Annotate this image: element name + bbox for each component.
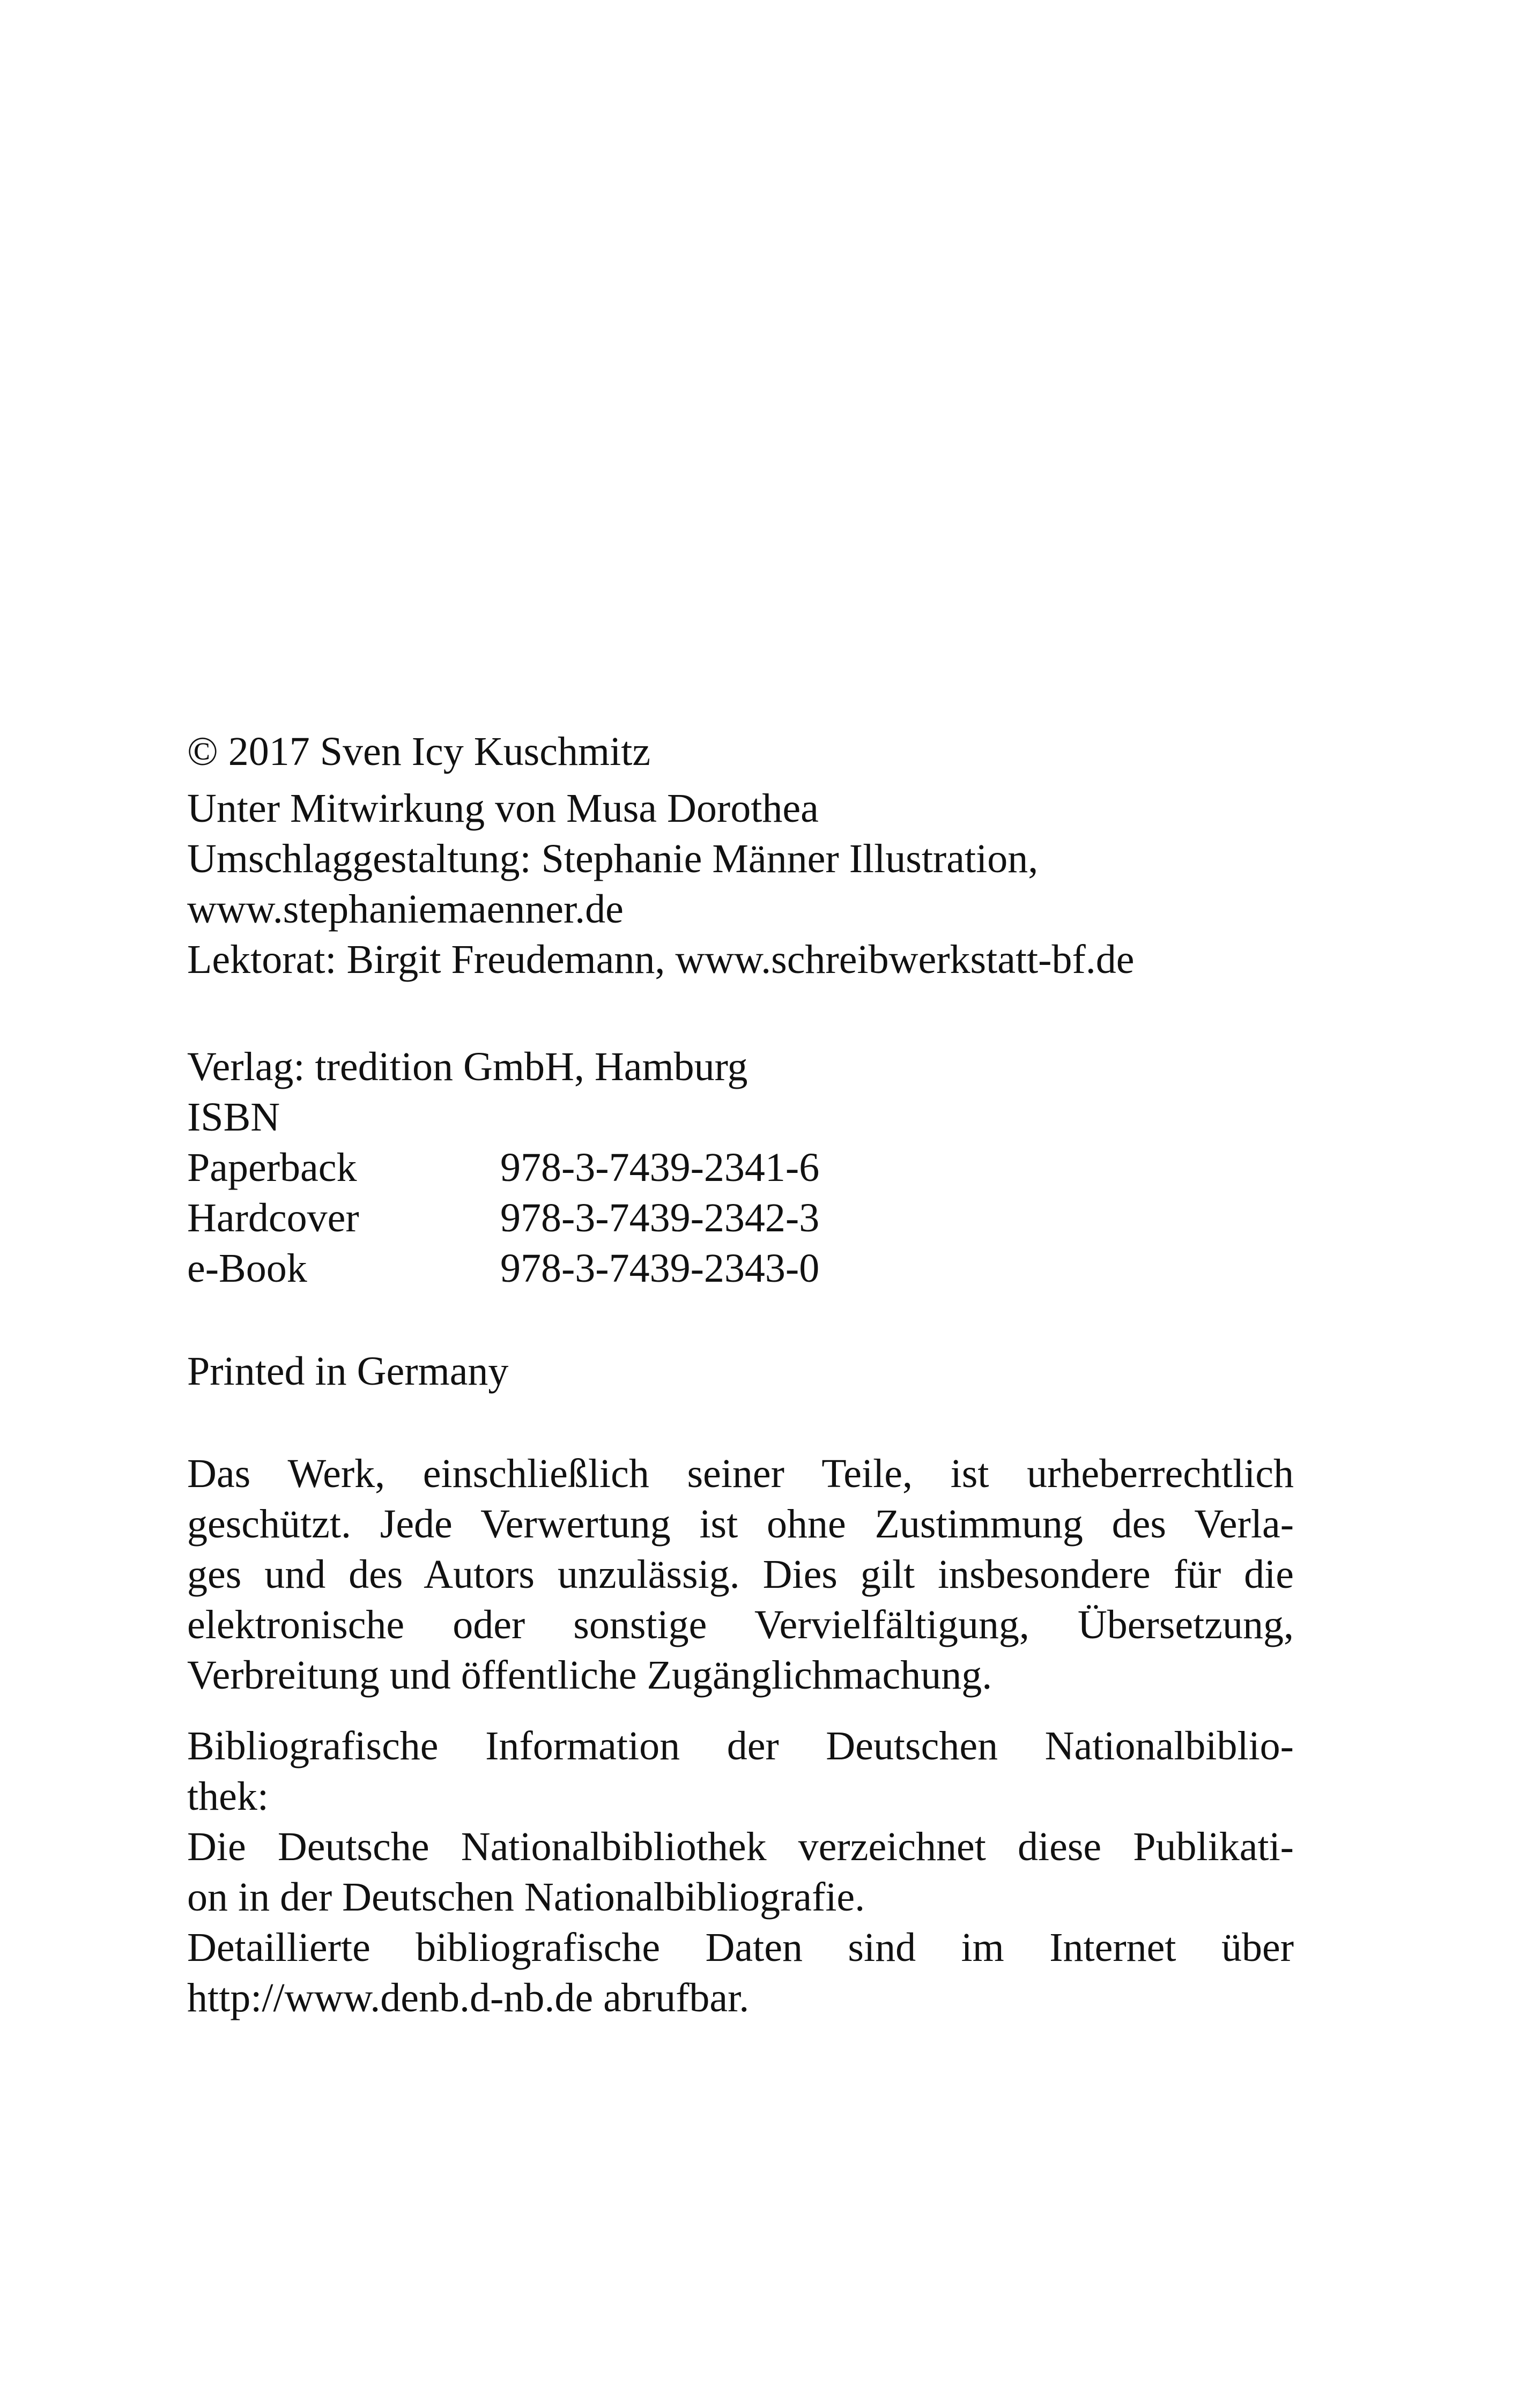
isbn-heading: ISBN (187, 1095, 280, 1140)
bibliographic-heading: Bibliografische Information der Deutschen Nationalbiblio- (187, 1723, 1294, 1768)
printed-in-line: Printed in Germany (187, 1349, 509, 1394)
notice-line: geschützt. Jede Verwertung ist ohne Zustimmung des Verla- (187, 1502, 1294, 1547)
bibliographic-block (187, 1721, 1294, 2023)
notice-line: Verbreitung und öffentliche Zugänglichmachung. (187, 1653, 992, 1698)
isbn-row (187, 1243, 1294, 1294)
isbn-number: 978-3-7439-2341-6 (500, 1145, 820, 1190)
publisher-line: Verlag: tredition GmbH, Hamburg (187, 1044, 748, 1089)
copyright-line: © 2017 Sven Icy Kuschmitz (187, 729, 651, 774)
bibliographic-link: http://www.denb.d-nb.de abrufbar. (187, 1975, 750, 2020)
bibliographic-details: Detaillierte bibliografische Daten sind im Internet über (187, 1925, 1294, 1970)
publisher-block (187, 1042, 1294, 1294)
isbn-format: Paperback (187, 1145, 357, 1190)
editing-line: Lektorat: Birgit Freudemann, www.schreibwerkstatt-bf.de (187, 937, 1135, 982)
cover-design-url: www.stephaniemaenner.de (187, 887, 624, 932)
bibliographic-heading: thek: (187, 1774, 269, 1819)
notice-line: Das Werk, einschließlich seiner Teile, ist urheberrechtlich (187, 1451, 1294, 1496)
copyright-notice (187, 1448, 1294, 1700)
isbn-format: e-Book (187, 1246, 307, 1291)
isbn-number: 978-3-7439-2343-0 (500, 1246, 820, 1291)
bibliographic-statement: on in der Deutschen Nationalbibliografie. (187, 1875, 865, 1920)
credits-block (187, 726, 1294, 985)
isbn-row (187, 1142, 1294, 1193)
bibliographic-statement: Die Deutsche Nationalbibliothek verzeichnet diese Publikati- (187, 1824, 1294, 1869)
isbn-format: Hardcover (187, 1195, 359, 1240)
isbn-number: 978-3-7439-2342-3 (500, 1195, 820, 1240)
isbn-row (187, 1193, 1294, 1243)
notice-line: ges und des Autors unzulässig. Dies gilt insbesondere für die (187, 1552, 1294, 1597)
collaboration-line: Unter Mitwirkung von Musa Dorothea (187, 786, 819, 831)
notice-line: elektronische oder sonstige Vervielfältigung, Übersetzung, (187, 1602, 1294, 1647)
cover-design-line: Umschlaggestaltung: Stephanie Männer Illustration, (187, 836, 1039, 881)
printed-block (187, 1346, 1294, 1396)
